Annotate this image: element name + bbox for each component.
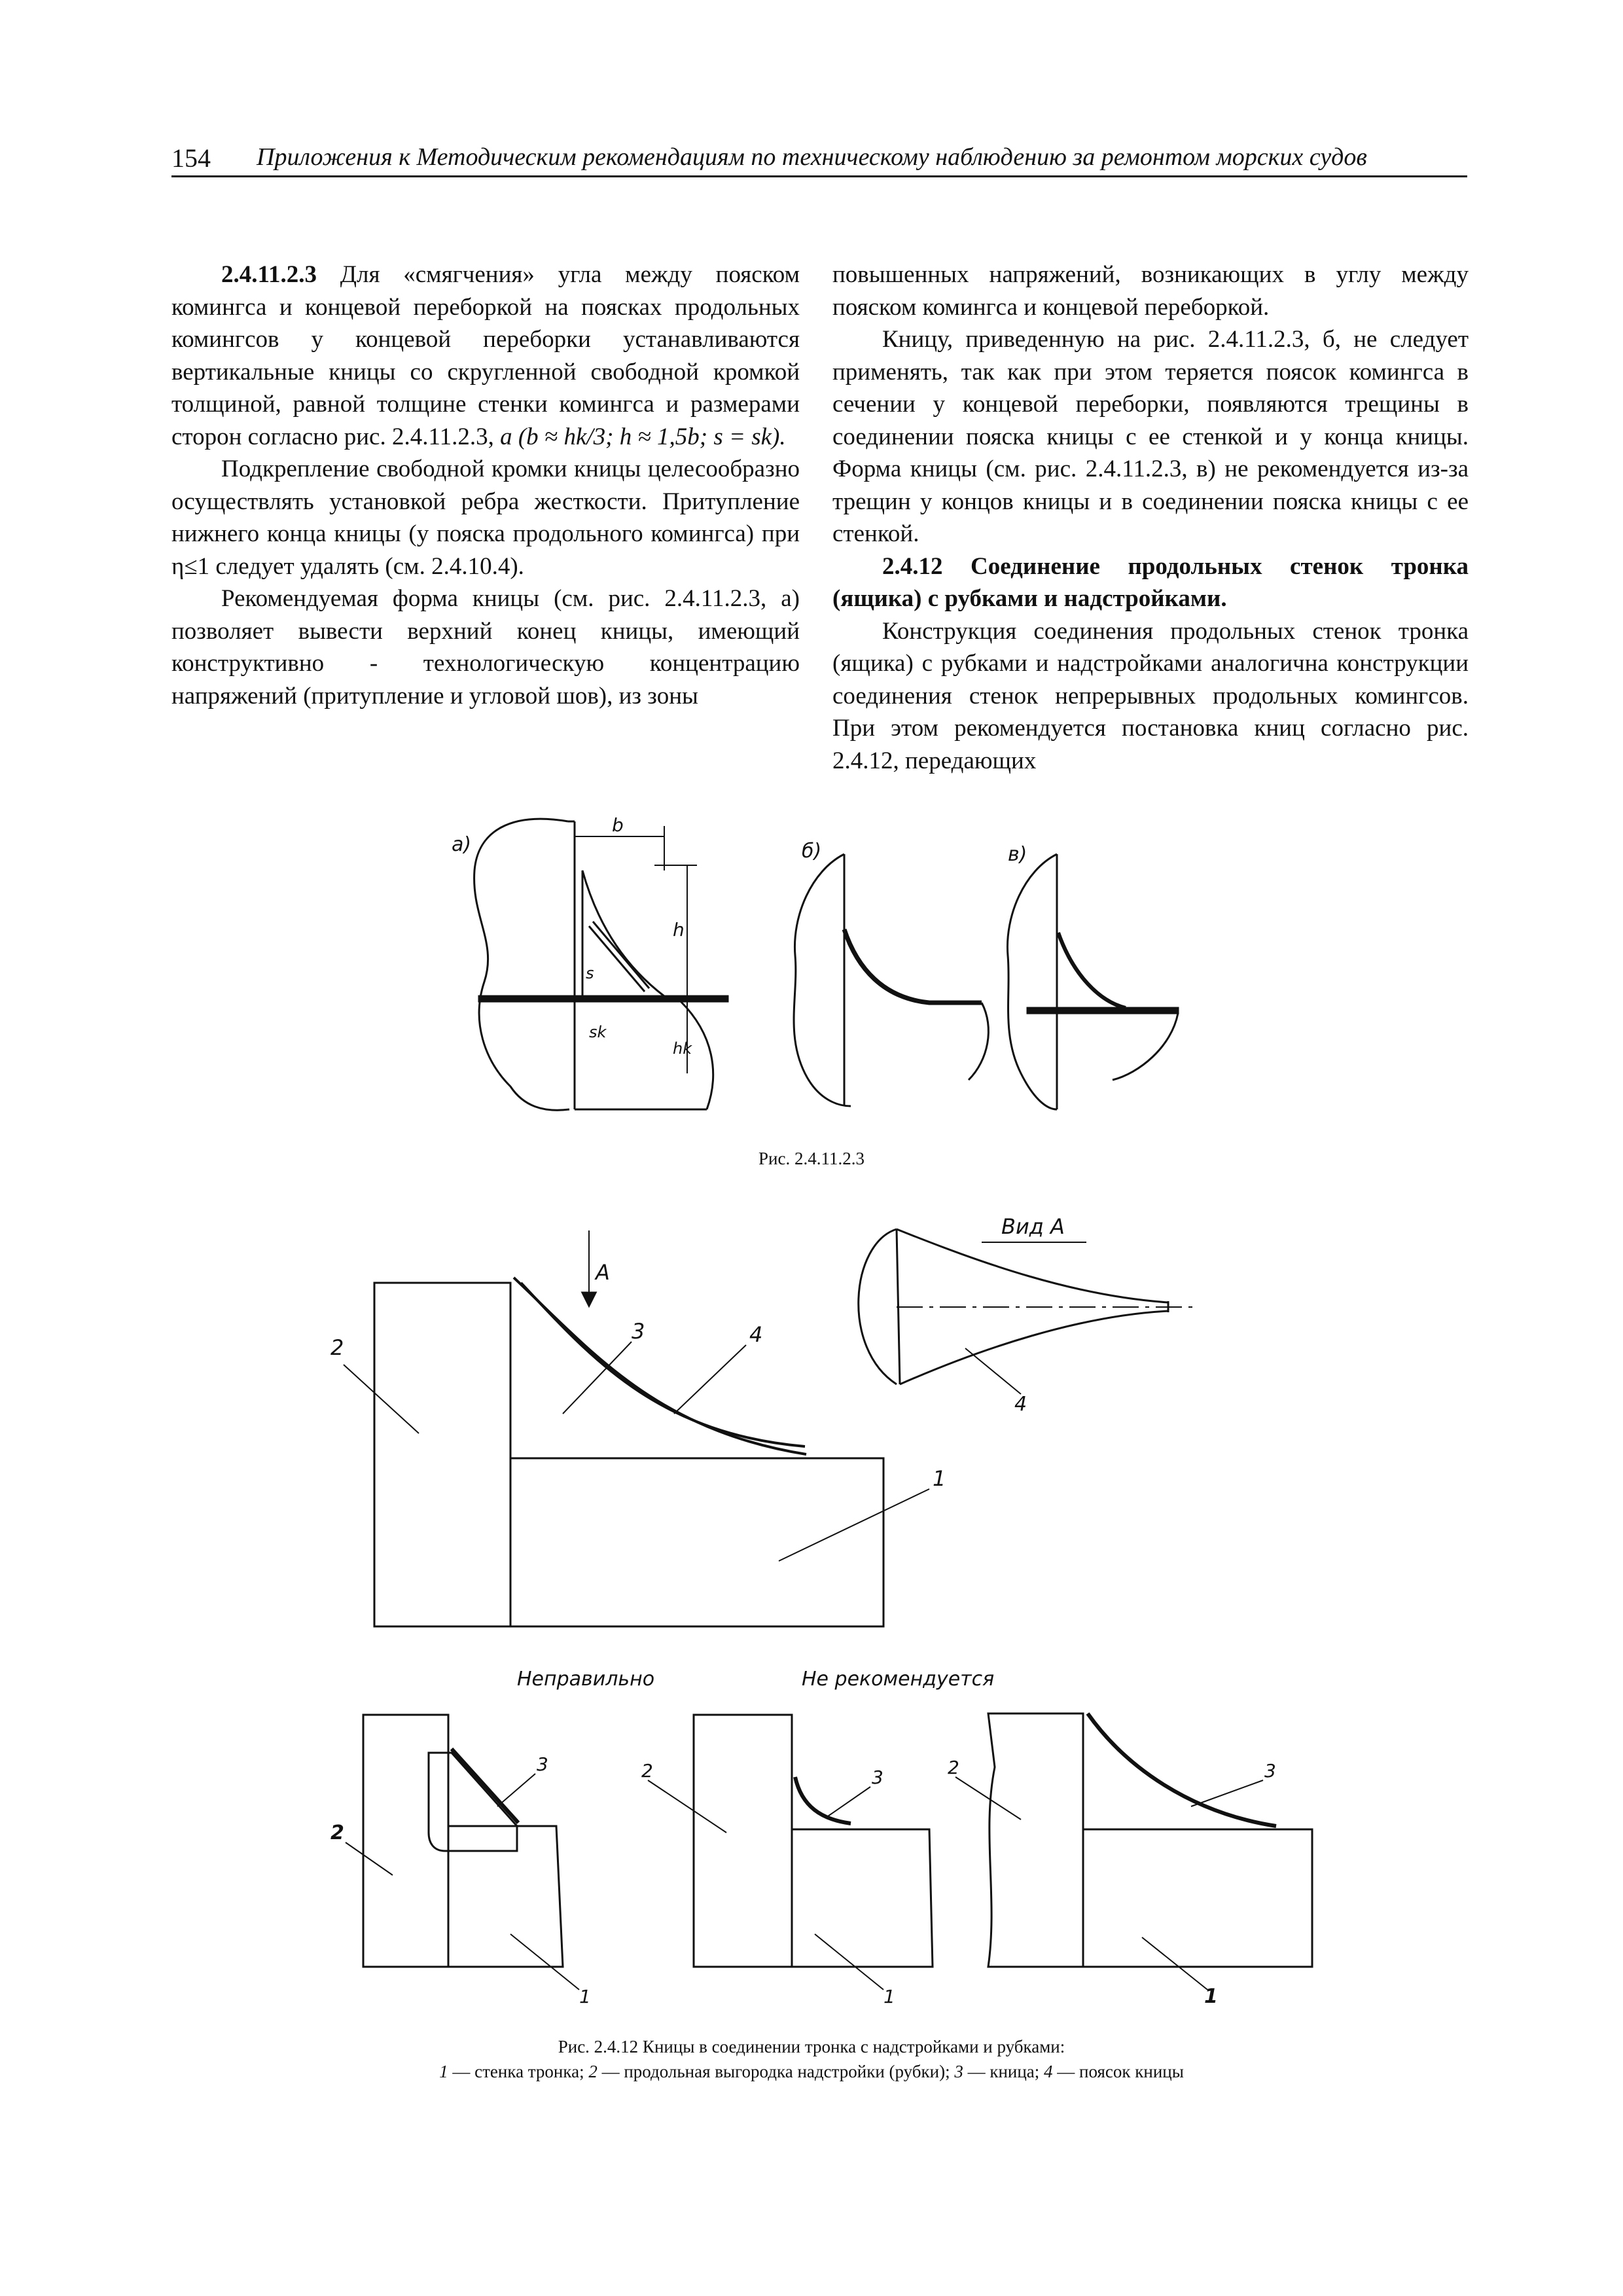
- figure-1a: [452, 814, 728, 1110]
- bracket-v-flange: [1058, 933, 1126, 1008]
- break-line-b-left: [794, 854, 851, 1106]
- paragraph-reinforcement: Подкрепление свободной кромки кницы целесообразно осуществлять установкой ребра жесткости. Притупление нижнего конца кницы (у пояска продольного комингса) при η≤1 следует удалять (см. 2.4.10.4).: [171, 456, 800, 580]
- callout-1: 1: [933, 1466, 946, 1491]
- notrec-callout-3: 3: [872, 1767, 883, 1788]
- trunk-wall-1: [510, 1458, 883, 1626]
- bulkhead-2: [374, 1283, 510, 1626]
- bracket-b-flange: [844, 929, 982, 1003]
- paragraph-2-4-11-2-3: 2.4.11.2.3 Для «смягчения» угла между пояском комингса и концевой переборкой на поясках продольных комингсов у концевой переборки устанавливаются вертикальные кницы со скругленной свободной кромкой толщиной, равной толщине стенки комингса и размерами сторон согласно рис. 2.4.11.2.3, а (b ≈ hk/3; h ≈ 1,5b; s = sk).: [171, 261, 800, 450]
- figure-2-caption-title: Рис. 2.4.12 Кницы в соединении тронка с надстройками и рубками:: [558, 2037, 1065, 2056]
- figure-2-recommended: [948, 1713, 1312, 2008]
- figure-1-caption: Рис. 2.4.11.2.3: [758, 1149, 865, 1168]
- figure-1b-label: б): [802, 840, 822, 863]
- figure-2-legend: 1 — стенка тронка; 2 — продольная выгородка надстройки (рубки); 3 — кница; 4 — поясок кницы: [439, 2062, 1184, 2081]
- section-heading-2-4-12: 2.4.12 Соединение продольных стенок тронка (ящика) с рубками и надстройками.: [832, 552, 1469, 612]
- callout-4: 4: [749, 1322, 763, 1347]
- running-title: Приложения к Методическим рекомендациям по техническому наблюдению за ремонтом морских судов: [257, 143, 1367, 171]
- callout-3: 3: [632, 1319, 645, 1344]
- section-number: 2.4.11.2.3: [221, 261, 317, 288]
- paragraph-trunk-connection: Конструкция соединения продольных стенок тронка (ящика) с рубками и надстройками аналогична конструкции соединения стенок непрерывных продольных комингсов. При этом рекомендуется постановка книц согласно рис. 2.4.12, передающих: [832, 617, 1469, 774]
- figure-2-caption: [0, 2034, 1623, 2084]
- rec-callout-1: 1: [1204, 1985, 1218, 2008]
- paragraph-continued: повышенных напряжений, возникающих в углу между пояском комингса и концевой переборкой.: [832, 261, 1469, 321]
- dim-b-label: b: [612, 814, 624, 836]
- view-a-flange: [859, 1229, 897, 1384]
- figure-1v-label: в): [1008, 843, 1027, 866]
- bracket-wrong: [429, 1753, 517, 1851]
- paragraph-bracket-b: Кницу, приведенную на рис. 2.4.11.2.3, б, не следует применять, так как при этом теряется поясок комингса в сечении у концевой переборки, появляются трещины в соединении пояска кницы с ее стенкой и у конца кницы. Форма кницы (см. рис. 2.4.11.2.3, в) не рекомендуется из-за трещин у концов кницы и в соединении пояска кницы с ее стенкой.: [832, 326, 1469, 547]
- figure-2-main: [330, 1230, 946, 1626]
- view-a-label: Вид А: [1001, 1214, 1065, 1239]
- callout-2: 2: [330, 1335, 344, 1360]
- paragraph-recommended-form: Рекомендуемая форма кницы (см. рис. 2.4.11.2.3, а) позволяет вывести верхний конец кницы, имеющий конструктивно - технологическую концентрацию напряжений (притупление и угловой шов), из зоны: [171, 585, 800, 709]
- rec-callout-3: 3: [1264, 1760, 1276, 1782]
- stiffener-a: [589, 922, 649, 992]
- figure-2-wrong: [330, 1715, 591, 2007]
- bulkhead-2-notrec: [694, 1715, 792, 1967]
- wrong-callout-3: 3: [537, 1753, 548, 1775]
- bracket-notrec: [795, 1777, 851, 1823]
- view-a-callout-4: 4: [1014, 1393, 1027, 1416]
- figure-1a-label: а): [452, 833, 472, 856]
- notrec-callout-2: 2: [641, 1760, 653, 1782]
- break-line-left: [474, 819, 569, 1110]
- arrow-a-label: А: [596, 1260, 610, 1285]
- bracket-flange-4: [521, 1283, 805, 1446]
- notrec-callout-1: 1: [883, 1986, 895, 2007]
- dim-h-label: h: [673, 919, 685, 941]
- label-not-recommended: Не рекомендуется: [802, 1668, 995, 1691]
- dim-s-label: s: [586, 964, 594, 982]
- figure-1v: [1007, 843, 1178, 1109]
- rec-callout-2: 2: [948, 1757, 959, 1778]
- dim-hk-label: hk: [673, 1039, 692, 1058]
- bracket-rec: [1088, 1713, 1276, 1826]
- wrong-callout-1: 1: [579, 1986, 591, 2007]
- wrong-callout-2: 2: [330, 1821, 344, 1844]
- figure-2-view-a: [859, 1214, 1198, 1416]
- figure-2-not-recommended: [641, 1715, 933, 2007]
- page-number: 154: [171, 143, 211, 173]
- break-line-v-left: [1007, 854, 1057, 1109]
- figure-1b: [794, 840, 988, 1106]
- label-wrong: Неправильно: [517, 1668, 655, 1691]
- coaming-flange-v: [1027, 1008, 1178, 1013]
- dim-sk-label: sk: [589, 1023, 607, 1041]
- bulkhead-2-rec: [988, 1713, 1083, 1967]
